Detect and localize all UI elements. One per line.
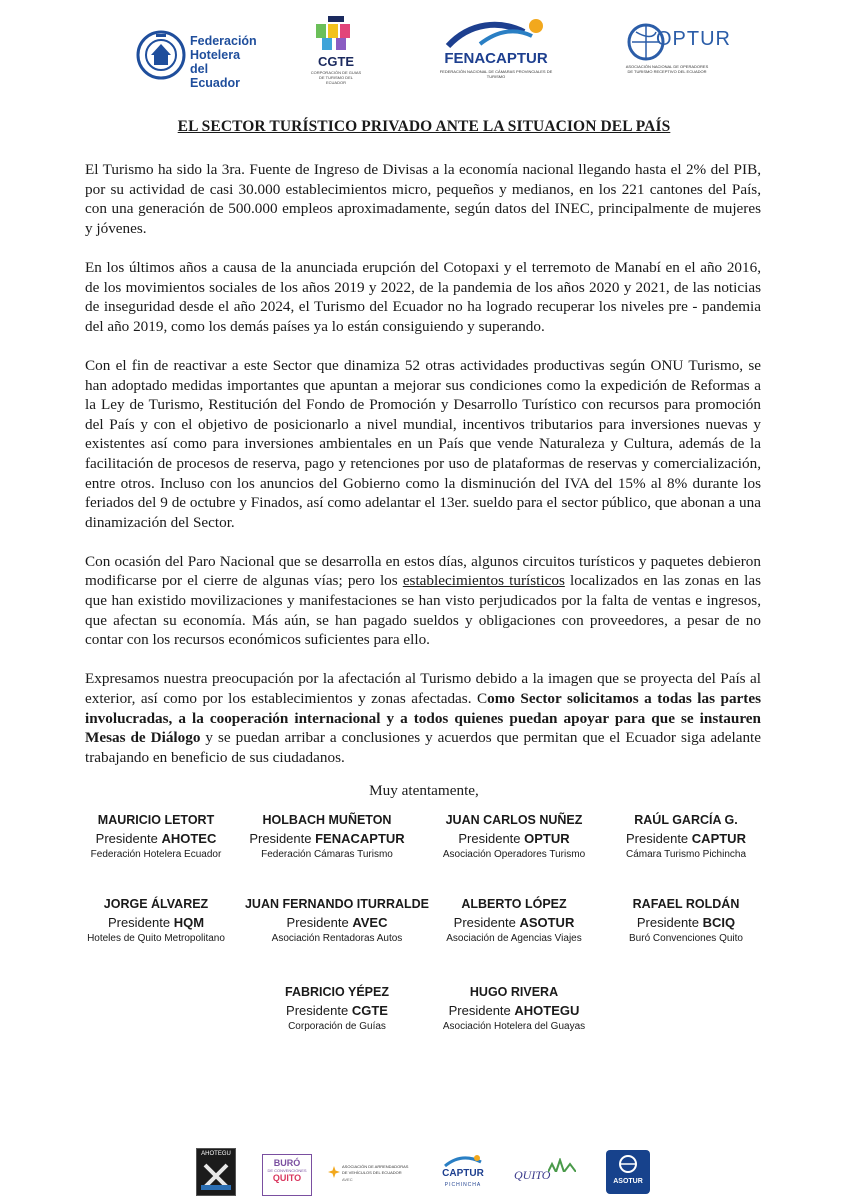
ahotec-logo xyxy=(136,22,257,90)
establecimientos-link[interactable]: establecimientos turísticos xyxy=(402,572,565,590)
letter-body xyxy=(85,160,761,787)
fenacaptur-logo xyxy=(436,16,556,86)
signature-block xyxy=(237,896,437,946)
avec-logo xyxy=(328,1162,410,1190)
signature-block xyxy=(424,812,604,862)
signatory-role: Presidente ASOTUR xyxy=(453,915,575,930)
cgte-emblem-icon xyxy=(308,14,364,58)
signature-block xyxy=(424,896,604,946)
signatory-org: Federación Cámaras Turismo xyxy=(261,849,393,860)
quito-skyline-icon xyxy=(548,1158,576,1172)
page-title: EL SECTOR TURÍSTICO PRIVADO ANTE LA SITUACION DEL PAÍS xyxy=(177,118,671,135)
cgte-logo xyxy=(306,14,366,98)
avec-line3: AVEC xyxy=(342,1177,353,1182)
paragraph-5-bold: omo Sector solicitamos a todas las partes involucradas, a la cooperación internacional y a todos quienes puedan apoyar para que se instauren Mesas de Diálogo xyxy=(85,690,761,747)
buro-logo xyxy=(262,1154,312,1196)
asotur-name: ASOTUR xyxy=(613,1178,643,1185)
optur-name: OPTUR xyxy=(656,28,731,50)
signatory-org: Corporación de Guías xyxy=(288,1021,386,1032)
ahotec-line1: Federación xyxy=(190,34,257,48)
asotur-logo xyxy=(606,1150,650,1194)
signatory-role: Presidente AHOTEC xyxy=(95,831,217,846)
cgte-subtitle: CORPORACIÓN DE GUIAS DE TURISMO DEL ECUADOR xyxy=(310,70,362,85)
optur-logo xyxy=(622,18,731,88)
ahotegu-cross-icon xyxy=(201,1161,231,1191)
buro-line3: QUITO xyxy=(272,1173,302,1183)
signatory-org: Federación Hotelera Ecuador xyxy=(90,849,222,860)
signatory-org: Buró Convenciones Quito xyxy=(629,933,743,944)
signatory-name: ALBERTO LÓPEZ xyxy=(461,897,567,911)
captur-sub: PICHINCHA xyxy=(444,1182,482,1188)
paragraph-2: En los últimos años a causa de la anunciada erupción del Cotopaxi y el terremoto de Manabí en el año 2016, de los movimientos sociales de los años 2019 y 2022, de la pandemia de los años 2020 y 2021, de las noticias de inseguridad desde el año 2024, el Turismo del Ecuador no ha logrado recuperar los niveles pre - pandemia del año 2019, como los demás países ya lo están consiguiendo y superando. xyxy=(85,258,761,335)
signatory-org: Asociación Operadores Turismo xyxy=(442,849,586,860)
ahotegu-name: AHOTEGU xyxy=(201,1151,231,1157)
cgte-name: CGTE xyxy=(317,54,355,69)
signatory-role: Presidente HQM xyxy=(107,915,205,930)
captur-name: CAPTUR xyxy=(442,1168,484,1179)
signatory-role: Presidente BCIQ xyxy=(636,915,736,930)
signature-block xyxy=(424,984,604,1034)
captur-logo xyxy=(434,1154,492,1194)
signatory-org: Asociación Hotelera del Guayas xyxy=(442,1021,586,1032)
optur-subtitle: ASOCIACIÓN NACIONAL DE OPERADORES DE TURISMO RECEPTIVO DEL ECUADOR xyxy=(625,64,709,74)
signatory-name: RAÚL GARCÍA G. xyxy=(634,813,738,827)
paragraph-5 xyxy=(85,669,761,767)
paragraph-4-part-b: localizados en las zonas en las que han existido movilizaciones y manifestaciones se han visto perjudicados por la falta de ventas e ingresos, que afectan su economía. Más aún, se han pagado sueldos y obligaciones con proveedores, a pesar de no contar con los recursos económicos suficientes para ello. xyxy=(85,572,761,649)
ahotegu-logo xyxy=(196,1148,236,1196)
signatory-name: HUGO RIVERA xyxy=(469,985,559,999)
signatory-name: MAURICIO LETORT xyxy=(97,813,215,827)
paragraph-3: Con el fin de reactivar a este Sector que dinamiza 52 otras actividades productivas según ONU Turismo, se han adoptado medidas importantes que apuntan a mejorar sus condiciones como la expedición de Reformas a la Ley de Turismo, Restitución del Fondo de Promoción y Desarrollo Turístico con recursos para promoción del País y con el objetivo de posicionarlo a nivel mundial, incentivos tributarios para inversiones nuevas y existentes así como para inversiones ambientales en un País que vende Naturaleza y Cultura, además de la facilitación de procesos de reserva, pago y retenciones por uso de plataformas de reservas y comercialización, entre otros. Incluso con los anuncios del Gobierno como la disminución del IVA del 15% al 8% durante los feriados del 9 de octubre y Finados, así como adelantar el 13er. sueldo para el sector público, que abonan a una dinamización del Sector. xyxy=(85,356,761,531)
fenacaptur-bird-icon xyxy=(440,16,550,50)
header-logos xyxy=(0,14,848,104)
signature-block xyxy=(66,812,246,862)
ahotec-line3: del Ecuador xyxy=(190,62,241,90)
signature-block xyxy=(237,812,417,862)
paragraph-5-part-b: y se puedan arribar a conclusiones y acuerdos que permitan que el Ecuador siga adelante trabajando en beneficio de sus ciudadanos. xyxy=(85,729,761,766)
buro-line1: BURÓ xyxy=(273,1158,301,1168)
signatory-role: Presidente CGTE xyxy=(286,1003,388,1018)
fenacaptur-name: FENACAPTUR xyxy=(444,50,548,67)
quito-name: QUITO xyxy=(514,1168,551,1182)
signatory-name: JORGE ÁLVAREZ xyxy=(103,897,209,911)
paragraph-4 xyxy=(85,552,761,650)
signature-block xyxy=(247,984,427,1034)
ahotec-seal-icon xyxy=(136,30,186,80)
avec-star-icon xyxy=(328,1166,340,1178)
signatory-name: JUAN FERNANDO ITURRALDE xyxy=(244,897,430,911)
signatory-role: Presidente CAPTUR xyxy=(626,831,746,846)
asotur-globe-icon xyxy=(618,1154,638,1174)
signature-block xyxy=(596,812,776,862)
signature-block xyxy=(66,896,246,946)
signatory-role: Presidente FENACAPTUR xyxy=(249,831,405,846)
signatory-org: Asociación Rentadoras Autos xyxy=(271,933,403,944)
paragraph-5-part-a: Expresamos nuestra preocupación por la afectación al Turismo debido a la imagen que se proyecta del País al exterior, así como por los establecimientos y zonas afectadas. C xyxy=(85,670,761,708)
quito-logo xyxy=(512,1158,580,1194)
signatory-org: Asociación de Agencias Viajes xyxy=(446,933,582,944)
signatory-name: JUAN CARLOS NUÑEZ xyxy=(445,813,583,827)
avec-line2: DE VEHÍCULOS DEL ECUADOR xyxy=(342,1170,402,1175)
signatory-org: Cámara Turismo Pichincha xyxy=(625,849,747,860)
paragraph-4-part-a: Con ocasión del Paro Nacional que se desarrolla en estos días, algunos circuitos turísticos y paquetes debieron modificarse por el cierre de algunas vías; pero los xyxy=(85,552,761,590)
signatory-name: RAFAEL ROLDÁN xyxy=(632,897,740,911)
ahotec-line2: Hotelera xyxy=(190,48,241,62)
buro-line2: DE CONVENCIONES xyxy=(267,1168,307,1173)
paragraph-1: El Turismo ha sido la 3ra. Fuente de Ingreso de Divisas a la economía nacional llegando hasta el 2% del PIB, por su actividad de casi 30.000 establecimientos micro, pequeños y medianos, en los 221 cantones del País, con una generación de 500.000 empleos aproximadamente, según datos del INEC, principalmente de mujeres y jóvenes. xyxy=(85,161,761,237)
fenacaptur-subtitle: FEDERACIÓN NACIONAL DE CÁMARAS PROVINCIALES DE TURISMO xyxy=(439,69,553,79)
signatory-role: Presidente OPTUR xyxy=(458,831,570,846)
captur-bird-icon xyxy=(443,1154,483,1168)
closing: Muy atentamente, xyxy=(369,782,479,799)
signatory-org: Hoteles de Quito Metropolitano xyxy=(87,933,225,944)
footer-logos xyxy=(0,1148,848,1198)
signatory-name: FABRICIO YÉPEZ xyxy=(285,985,389,999)
signatory-role: Presidente AVEC xyxy=(286,915,388,930)
signature-block xyxy=(596,896,776,946)
signatory-name: HOLBACH MUÑETON xyxy=(262,813,392,827)
signatory-role: Presidente AHOTEGU xyxy=(448,1003,580,1018)
avec-line1: ASOCIACIÓN DE ARRENDADORAS xyxy=(342,1164,409,1169)
